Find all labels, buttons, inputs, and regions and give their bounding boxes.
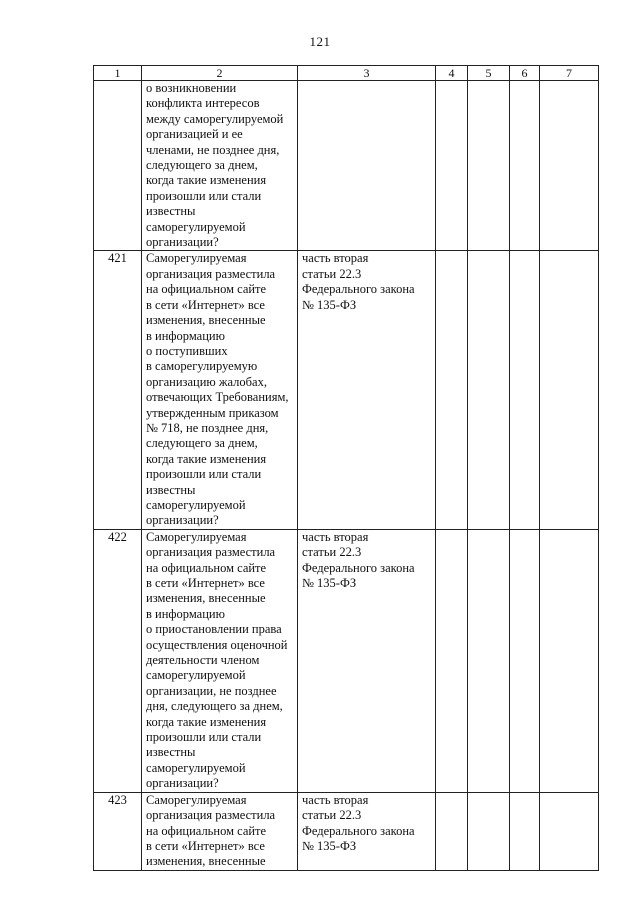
question-line: на официальном сайте [146,823,267,838]
legal-reference-line: Федерального закона [302,560,415,575]
question-line: следующего за днем, [146,436,258,451]
legal-reference-line: статьи 22.3 [302,545,362,560]
answer-yes-cell [436,792,468,870]
header-row [94,66,599,81]
row-number: 422 [94,529,142,792]
question-line: на официальном сайте [146,560,267,575]
question-line: Саморегулируемая [146,792,247,807]
not-applicable-cell [510,81,540,251]
table-row [94,792,599,870]
question-line: в саморегулируемую [146,359,258,374]
note-cell [540,529,599,792]
question-line: Саморегулируемая [146,251,247,266]
column-header-1: 1 [94,66,142,81]
question-line: организации? [146,235,219,250]
question-line: произошли или стали [146,188,262,203]
row-number: 423 [94,792,142,870]
legal-reference-line: Федерального закона [302,823,415,838]
not-applicable-cell [510,792,540,870]
legal-reference-line: часть вторая [302,529,369,544]
table-row [94,81,599,251]
question-line: изменения, внесенные [146,591,266,606]
question-line: произошли или стали [146,467,262,482]
question-line: членами, не позднее дня, [146,142,280,157]
question-line: конфликта интересов [146,96,260,111]
column-header-6: 6 [510,66,540,81]
question-line: о приостановлении права [146,622,282,637]
column-header-5: 5 [468,66,510,81]
question-line: Саморегулируемая [146,529,247,544]
note-cell [540,81,599,251]
question-cell [142,792,298,870]
note-cell [540,792,599,870]
not-applicable-cell [510,529,540,792]
table-body [94,81,599,871]
question-line: когда такие изменения [146,173,267,188]
answer-yes-cell [436,81,468,251]
answer-no-cell [468,251,510,529]
question-line: организация разместила [146,808,276,823]
question-line: о поступивших [146,343,228,358]
question-line: в информацию [146,606,225,621]
question-line: организация разместила [146,545,276,560]
question-line: утвержденным приказом [146,405,279,420]
legal-reference-line: № 135-ФЗ [302,576,357,590]
question-cell [142,251,298,529]
question-line: в сети «Интернет» все [146,838,265,853]
question-line: саморегулируемой [146,497,246,512]
question-line: № 718, не позднее дня, [146,420,269,435]
question-line: саморегулируемой [146,219,246,234]
legal-reference-line: № 135-ФЗ [302,838,357,853]
row-number [94,81,142,251]
checklist-table [93,65,599,871]
table-row [94,251,599,529]
question-line: отвечающих Требованиям, [146,390,289,405]
not-applicable-cell [510,251,540,529]
question-line: саморегулируемой [146,668,246,683]
legal-reference-cell [298,792,436,870]
column-header-4: 4 [436,66,468,81]
question-line: организацией и ее [146,127,243,142]
question-line: на официальном сайте [146,282,267,297]
question-line: изменения, внесенные [146,313,266,328]
answer-no-cell [468,792,510,870]
legal-reference-cell [298,81,436,251]
column-header-2: 2 [142,66,298,81]
column-header-7: 7 [540,66,599,81]
question-line: организация разместила [146,266,276,281]
question-line: известны [146,482,196,497]
question-line: о возникновении [146,81,237,95]
legal-reference-line: № 135-ФЗ [302,297,357,312]
question-line: в сети «Интернет» все [146,576,265,590]
question-line: осуществления оценочной [146,637,288,652]
question-line: организацию жалобах, [146,374,267,389]
legal-reference-cell [298,529,436,792]
question-line: когда такие изменения [146,451,267,466]
question-line: произошли или стали [146,730,262,745]
question-line: известны [146,204,196,219]
question-line: следующего за днем, [146,158,258,173]
question-line: в сети «Интернет» все [146,297,265,312]
question-line: известны [146,745,196,760]
answer-no-cell [468,529,510,792]
legal-reference-line: статьи 22.3 [302,808,362,823]
question-line: организации? [146,513,219,528]
question-line: саморегулируемой [146,760,246,775]
legal-reference-cell [298,251,436,529]
question-cell [142,81,298,251]
answer-yes-cell [436,529,468,792]
question-line: организации, не позднее [146,683,277,698]
answer-yes-cell [436,251,468,529]
question-cell [142,529,298,792]
legal-reference-line: статьи 22.3 [302,266,362,281]
legal-reference-line: часть вторая [302,792,369,807]
legal-reference-line: Федерального закона [302,282,415,297]
column-header-3: 3 [298,66,436,81]
question-line: организации? [146,776,219,791]
question-line: дня, следующего за днем, [146,699,283,714]
question-line: между саморегулируемой [146,111,284,126]
question-line: изменения, внесенные [146,854,266,869]
question-line: в информацию [146,328,225,343]
legal-reference-line: часть вторая [302,251,369,266]
answer-no-cell [468,81,510,251]
table-row [94,529,599,792]
note-cell [540,251,599,529]
page-number: 121 [309,34,331,49]
question-line: деятельности членом [146,653,260,668]
row-number: 421 [94,251,142,529]
question-line: когда такие изменения [146,714,267,729]
